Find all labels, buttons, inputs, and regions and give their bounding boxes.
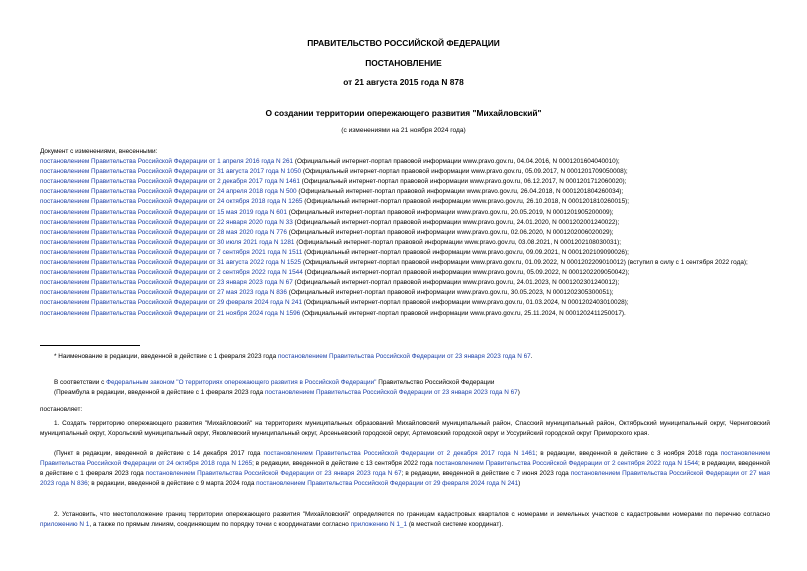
amendment-details: (Официальный интернет-портал правовой информации www.pravo.gov.ru, 01.03.2024, N 0001202403010028); xyxy=(302,299,629,307)
para2-text: (в местной системе координат). xyxy=(407,521,504,528)
note-link[interactable]: постановлением Правительства Российской Федерации от 27 мая 2023 года N 836 xyxy=(40,470,770,487)
footnote-end: . xyxy=(530,353,533,360)
amendment-link[interactable]: постановлением Правительства Российской Федерации от 24 октября 2018 года N 1265 xyxy=(40,198,303,206)
amendment-details: (Официальный интернет-портал правовой информации www.pravo.gov.ru, 25.11.2024, N 0001202411250017). xyxy=(300,309,626,317)
note-text: ; в редакции, введенной в действие с 13 сентября 2022 года xyxy=(252,460,435,467)
appendix-1-link[interactable]: приложению N 1 xyxy=(40,521,90,528)
note-link[interactable]: постановлением Правительства Российской Федерации от 2 сентября 2022 года N 1544 xyxy=(434,460,699,467)
date-number: от 21 августа 2015 года N 878 xyxy=(343,77,464,87)
note-link[interactable]: постановлением Правительства Российской Федерации от 2 декабря 2017 года N 1461 xyxy=(263,450,536,457)
preamble-note: (Преамбула в редакции, введенной в действие с 1 февраля 2023 года xyxy=(54,389,265,396)
preamble-note-link[interactable]: постановлением Правительства Российской Федерации от 23 января 2023 года N 67 xyxy=(264,389,518,396)
amendment-details: (Официальный интернет-портал правовой информации www.pravo.gov.ru, 09.09.2021, N 0001202109090026); xyxy=(302,248,629,256)
amendment-link[interactable]: постановлением Правительства Российской Федерации от 1 апреля 2016 года N 261 xyxy=(40,158,294,166)
note-text: ; в редакции, введенной в действие с 9 марта 2024 года xyxy=(87,480,257,487)
amendment-details: (Официальный интернет-портал правовой информации www.pravo.gov.ru, 04.04.2016, N 0001201604040010); xyxy=(293,158,620,166)
amendment-link[interactable]: постановлением Правительства Российской Федерации от 30 июля 2021 года N 1281 xyxy=(40,238,295,246)
note-text: ; в редакции, введенной в действие с 3 ноября 2018 года xyxy=(535,450,721,457)
preamble-text-end: Правительство Российской Федерации xyxy=(376,379,495,386)
note-link[interactable]: постановлением Правительства Российской Федерации от 24 октября 2018 года N 1265 xyxy=(40,450,770,467)
amendment-link[interactable]: постановлением Правительства Российской Федерации от 21 ноября 2024 года N 1596 xyxy=(40,309,301,317)
page-title: О создании территории опережающего развития "Михайловский" xyxy=(265,108,542,118)
amendment-link[interactable]: постановлением Правительства Российской Федерации от 31 августа 2017 года N 1050 xyxy=(40,168,302,176)
amendment-link[interactable]: постановлением Правительства Российской Федерации от 22 января 2020 года N 33 xyxy=(40,218,293,226)
preamble-text: В соответствии с xyxy=(54,379,107,386)
preamble-note-end: ) xyxy=(517,389,520,396)
amendment-link[interactable]: постановлением Правительства Российской Федерации от 7 сентября 2021 года N 1511 xyxy=(40,248,303,256)
amendment-link[interactable]: постановлением Правительства Российской Федерации от 24 апреля 2018 года N 500 xyxy=(40,188,297,196)
paragraph-1: 1. Создать территорию опережающего развития "Михайловский" на территориях муниципальных образований Михайловский муниципальный район, Спасский муниципальный район, Октябрьский муниципальный округ, Черниговский муниципальный округ, Хорольский муниципальный округ, Яковлевский муниципальный округ, Арсеньевский городской округ, Артемовский городской округ и Уссурийский городской округ Приморского края. xyxy=(40,420,770,437)
amendment-link[interactable]: постановлением Правительства Российской Федерации от 15 мая 2019 года N 601 xyxy=(40,208,287,216)
para2-text: 2. Установить, что местоположение границ территории опережающего развития "Михайловский" определяется по границам кадастровых кварталов с номерами и земельных участков с кадастровыми номерами по перечню согласно xyxy=(54,511,770,518)
amendment-item xyxy=(40,309,775,319)
note-text: ; в редакции, введенной в действие с 1 февраля 2023 года xyxy=(40,460,770,477)
amendment-item xyxy=(40,268,775,278)
note-text: (Пункт в редакции, введенной в действие с 14 декабря 2017 года xyxy=(54,450,264,457)
amendment-details: (Официальный интернет-портал правовой информации www.pravo.gov.ru, 02.06.2020, N 0001202006020029); xyxy=(286,228,614,236)
government-heading: ПРАВИТЕЛЬСТВО РОССИЙСКОЙ ФЕДЕРАЦИИ xyxy=(307,38,500,48)
amendment-link[interactable]: постановлением Правительства Российской Федерации от 27 мая 2023 года N 836 xyxy=(40,289,287,297)
amendment-details: (Официальный интернет-портал правовой информации www.pravo.gov.ru, 26.04.2018, N 0001201804260034); xyxy=(296,188,624,196)
amendment-item xyxy=(40,278,775,288)
amendment-item xyxy=(40,218,775,228)
amendment-link[interactable]: постановлением Правительства Российской Федерации от 29 февраля 2024 года N 241 xyxy=(40,299,303,307)
decree-word: постановляет: xyxy=(40,406,83,413)
footnote-divider xyxy=(40,345,140,346)
footnote-link[interactable]: постановлением Правительства Российской Федерации от 23 января 2023 года N 67 xyxy=(277,353,531,360)
edition-note: (с изменениями на 21 ноября 2024 года) xyxy=(341,127,466,134)
amendment-item xyxy=(40,298,775,308)
amendment-details: (Официальный интернет-портал правовой информации www.pravo.gov.ru, 26.10.2018, N 0001201810260015); xyxy=(302,198,630,206)
amendment-item xyxy=(40,228,775,238)
note-link[interactable]: постановлением Правительства Российской Федерации от 23 января 2023 года N 67 xyxy=(145,470,402,477)
amendment-details: (Официальный интернет-портал правовой информации www.pravo.gov.ru, 24.01.2023, N 0001202301240012); xyxy=(292,279,620,287)
amendments-list xyxy=(40,147,775,319)
amendment-item xyxy=(40,208,775,218)
amendment-details: (Официальный интернет-портал правовой информации www.pravo.gov.ru, 06.12.2017, N 0001201712060020); xyxy=(299,178,627,186)
amendment-link[interactable]: постановлением Правительства Российской Федерации от 2 декабря 2017 года N 1461 xyxy=(40,178,300,186)
amendment-details: (Официальный интернет-портал правовой информации www.pravo.gov.ru, 05.09.2022, N 0001202209050042); xyxy=(302,269,630,277)
amendment-link[interactable]: постановлением Правительства Российской Федерации от 2 сентября 2022 года N 1544 xyxy=(40,269,303,277)
amendment-item xyxy=(40,177,775,187)
amendment-item xyxy=(40,197,775,207)
amendment-details: (Официальный интернет-портал правовой информации www.pravo.gov.ru, 20.05.2019, N 0001201905200009); xyxy=(286,208,614,216)
note-text: ; в редакции, введенной в действие с 7 июня 2023 года xyxy=(401,470,571,477)
amendment-details: (Официальный интернет-портал правовой информации www.pravo.gov.ru, 05.09.2017, N 0001201709050008); xyxy=(301,168,628,176)
amendment-link[interactable]: постановлением Правительства Российской Федерации от 31 августа 2022 года N 1525 xyxy=(40,259,302,267)
paragraph-2 xyxy=(40,510,770,530)
amendment-item xyxy=(40,167,775,177)
amendment-link[interactable]: постановлением Правительства Российской Федерации от 28 мая 2020 года N 776 xyxy=(40,228,287,236)
amendment-details: (Официальный интернет-портал правовой информации www.pravo.gov.ru, 03.08.2021, N 0001202108030031); xyxy=(294,238,622,246)
amendment-link[interactable]: постановлением Правительства Российской Федерации от 23 января 2023 года N 67 xyxy=(40,279,293,287)
para2-text: , а также по прямым линиям, соединяющим по порядку точки с координатами согласно xyxy=(89,521,351,528)
amendment-details: (Официальный интернет-портал правовой информации www.pravo.gov.ru, 24.01.2020, N 0001202001240022); xyxy=(292,218,620,226)
amendment-details: (Официальный интернет-портал правовой информации www.pravo.gov.ru, 30.05.2023, N 0001202305300051); xyxy=(286,289,614,297)
amendment-item xyxy=(40,248,775,258)
amendment-details: (Официальный интернет-портал правовой информации www.pravo.gov.ru, 01.09.2022, N 0001202209010012) (вступил в силу с 1 сентября 2022 года); xyxy=(301,259,748,267)
appendix-1-1-link[interactable]: приложению N 1_1 xyxy=(350,521,408,528)
amendment-item xyxy=(40,288,775,298)
footnote xyxy=(54,353,533,360)
note-text: ) xyxy=(518,480,521,487)
amendment-item xyxy=(40,258,775,268)
footnote-text: * Наименование в редакции, введенной в действие с 1 февраля 2023 года xyxy=(54,353,278,360)
amendment-item xyxy=(40,238,775,248)
preamble xyxy=(54,378,520,398)
paragraph-1-note xyxy=(40,449,770,489)
note-link[interactable]: постановлением Правительства Российской Федерации от 29 февраля 2024 года N 241 xyxy=(256,480,519,487)
amendments-intro: Документ с изменениями, внесенными: xyxy=(40,148,158,155)
amendment-item xyxy=(40,187,775,197)
federal-law-link[interactable]: Федеральным законом "О территориях опережающего развития в Российской Федерации" xyxy=(106,379,377,386)
doc-type-heading: ПОСТАНОВЛЕНИЕ xyxy=(365,58,442,68)
amendment-item xyxy=(40,157,775,167)
